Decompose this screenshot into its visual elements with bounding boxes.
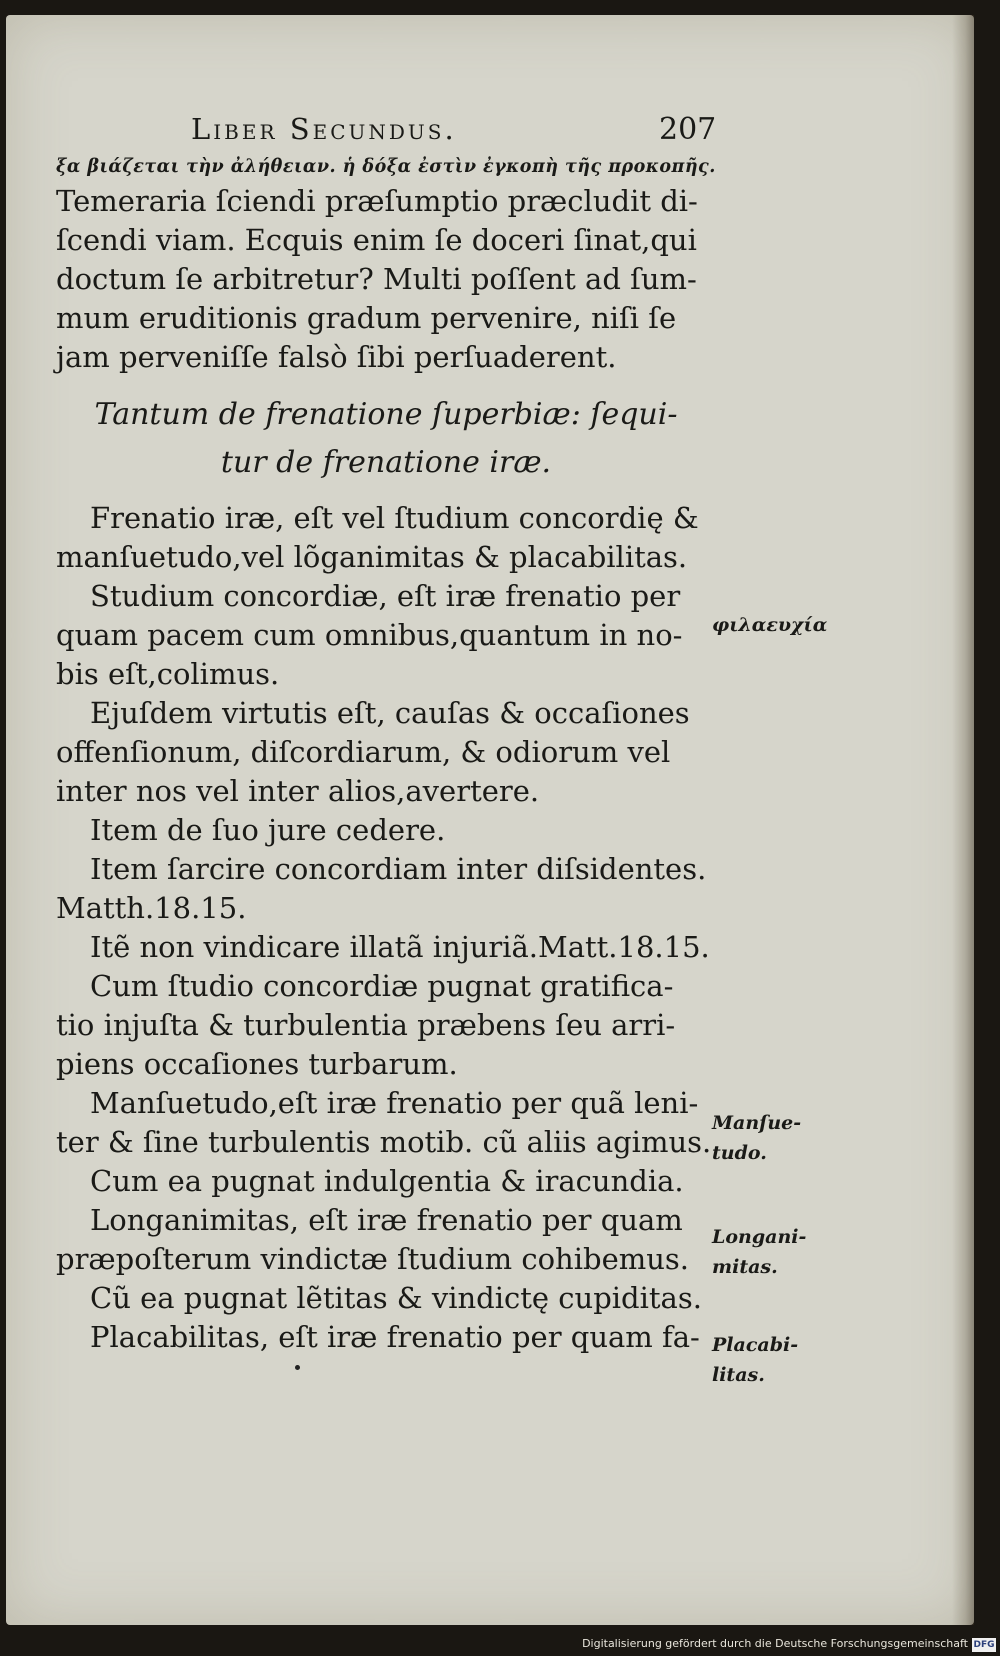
dfg-logo: DFG bbox=[973, 1640, 995, 1650]
heading-line: tur de frenatione iræ. bbox=[220, 445, 552, 480]
paragraph-13 bbox=[56, 1318, 716, 1357]
running-head bbox=[56, 100, 716, 150]
page-number: 207 bbox=[659, 112, 717, 147]
paragraph-2 bbox=[56, 499, 716, 577]
paragraph-11 bbox=[56, 1201, 716, 1279]
paragraph-5 bbox=[56, 811, 716, 850]
text-line: inter nos vel inter alios,avertere. bbox=[56, 774, 540, 808]
text-line: offenſionum, diſcordiarum, & odiorum vel bbox=[56, 735, 671, 769]
text-line: Matth.18.15. bbox=[56, 891, 247, 925]
text-line: Cũ ea pugnat lẽtitas & vindictę cupiditas. bbox=[90, 1281, 702, 1315]
margin-note-philaeustia bbox=[712, 610, 827, 640]
margin-note-line: mitas. bbox=[712, 1256, 778, 1278]
text-line: Longanimitas, eſt iræ frenatio per quam bbox=[90, 1203, 683, 1237]
text-line: quam pacem cum omnibus,quantum in no- bbox=[56, 618, 683, 652]
text-line: ſcendi viam. Ecquis enim ſe doceri ſinat,qui bbox=[56, 223, 697, 257]
margin-note-line: litas. bbox=[712, 1364, 765, 1386]
text-line: doctum ſe arbitretur? Multi poſſent ad ſum- bbox=[56, 262, 697, 296]
paragraph-7 bbox=[56, 928, 716, 967]
text-line: Placabilitas, eſt iræ frenatio per quam fa- bbox=[90, 1320, 700, 1354]
paragraph-9 bbox=[56, 1084, 716, 1162]
paragraph-4 bbox=[56, 694, 716, 811]
page-edge-shadow bbox=[952, 15, 974, 1625]
text-line: jam perveniſſe falsò ſibi perſuaderent. bbox=[56, 340, 617, 374]
paragraph-6 bbox=[56, 850, 716, 928]
page-text-block bbox=[56, 100, 716, 1357]
margin-note-longanimitas bbox=[712, 1222, 806, 1282]
text-line: ter & ſine turbulentis motib. cũ aliis agimus. bbox=[56, 1125, 712, 1159]
running-title: Liber Secundus. bbox=[191, 112, 457, 146]
text-line: mum eruditionis gradum pervenire, niſi ſe bbox=[56, 301, 677, 335]
paragraph-3 bbox=[56, 577, 716, 694]
paragraph-1 bbox=[56, 182, 716, 377]
text-line: Ejuſdem virtutis eſt, cauſas & occaſiones bbox=[90, 696, 690, 730]
margin-note-line: tudo. bbox=[712, 1142, 767, 1164]
text-line: manſuetudo,vel lõganimitas & placabilitas. bbox=[56, 540, 688, 574]
digitization-credit: Digitalisierung gefördert durch die Deutsche Forschungsgemeinschaft bbox=[582, 1637, 968, 1650]
margin-note-line: Placabi- bbox=[712, 1334, 799, 1356]
margin-note-mansuetudo bbox=[712, 1108, 801, 1168]
section-heading bbox=[56, 391, 716, 487]
text-line: Manſuetudo,eſt iræ frenatio per quã leni- bbox=[90, 1086, 699, 1120]
margin-note-placabilitas bbox=[712, 1330, 798, 1390]
text-line: tio injuſta & turbulentia præbens ſeu arri- bbox=[56, 1008, 676, 1042]
text-line: Temeraria ſciendi præſumptio præcludit di- bbox=[56, 184, 698, 218]
text-line: piens occaſiones turbarum. bbox=[56, 1047, 458, 1081]
heading-line: Tantum de frenatione ſuperbiæ: ſequi- bbox=[94, 397, 678, 432]
printer-mark-dot bbox=[295, 1365, 300, 1370]
text-line: Cum ea pugnat indulgentia & iracundia. bbox=[90, 1164, 684, 1198]
text-line: Itẽ non vindicare illatã injuriã.Matt.18.15. bbox=[90, 930, 710, 964]
paragraph-8 bbox=[56, 967, 716, 1084]
text-line: præpoſterum vindictæ ſtudium cohibemus. bbox=[56, 1242, 690, 1276]
text-line: bis eſt,colimus. bbox=[56, 657, 280, 691]
margin-note-line: Manſue- bbox=[712, 1112, 802, 1134]
paragraph-10 bbox=[56, 1162, 716, 1201]
text-line: Cum ſtudio concordiæ pugnat gratifica- bbox=[90, 969, 674, 1003]
text-line: Frenatio iræ, eſt vel ſtudium concordię & bbox=[90, 501, 699, 535]
text-line: Item ſarcire concordiam inter diſsidentes. bbox=[90, 852, 707, 886]
text-line: Item de ſuo jure cedere. bbox=[90, 813, 446, 847]
paragraph-12 bbox=[56, 1279, 716, 1318]
margin-note-line: φιλαευχία bbox=[712, 614, 828, 636]
text-line: Studium concordiæ, eſt iræ frenatio per bbox=[90, 579, 681, 613]
margin-note-line: Longani- bbox=[712, 1226, 807, 1248]
greek-quote-line: ξα βιάζεται τὴν ἀλήθειαν. ἡ δόξα ἐστὶν ἐγκοπὴ τῆς προκοπῆς. bbox=[56, 155, 716, 177]
